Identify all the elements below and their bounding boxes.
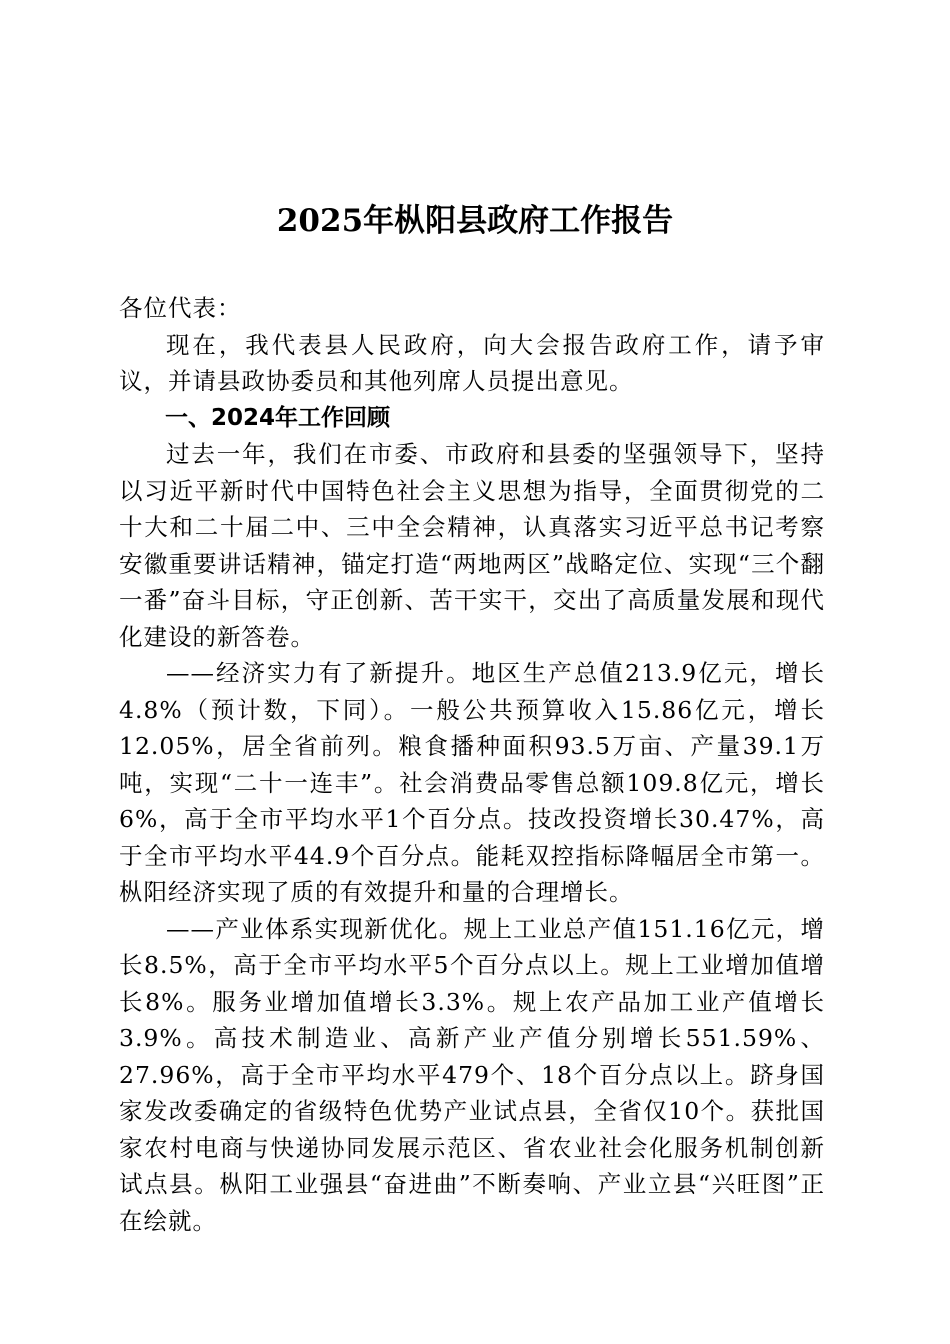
document-body <box>119 290 825 1239</box>
review-paragraph: 过去一年，我们在市委、市政府和县委的坚强领导下，坚持以习近平新时代中国特色社会主义思想为指导，全面贯彻党的二十大和二十届二中、三中全会精神，认真落实习近平总书记考察安徽重要讲话精神，锚定打造“两地两区”战略定位、实现“三个翻一番”奋斗目标，守正创新、苦干实干，交出了高质量发展和现代化建设的新答卷。 <box>119 440 825 651</box>
document-title: 2025年枞阳县政府工作报告 <box>276 203 674 239</box>
industry-paragraph: ——产业体系实现新优化。规上工业总产值151.16亿元，增长8.5%，高于全市平均水平5个百分点以上。规上工业增加值增长8%。服务业增加值增长3.3%。规上农产品加工业产值增长3.9%。高技术制造业、高新产业产值分别增长551.59%、27.96%，高于全市平均水平479个、18个百分点以上。跻身国家发改委确定的省级特色优势产业试点县，全省仅10个。获批国家农村电商与快递协同发展示范区、省农业社会化服务机制创新试点县。枞阳工业强县“奋进曲”不断奏响、产业立县“兴旺图”正在绘就。 <box>119 914 825 1235</box>
intro-paragraph: 现在，我代表县人民政府，向大会报告政府工作，请予审议，并请县政协委员和其他列席人员提出意见。 <box>119 330 825 395</box>
section-heading: 一、2024年工作回顾 <box>165 404 391 431</box>
salutation: 各位代表： <box>119 294 242 322</box>
economy-paragraph: ——经济实力有了新提升。地区生产总值213.9亿元，增长4.8%（预计数，下同）。一般公共预算收入15.86亿元，增长12.05%，居全省前列。粮食播种面积93.5万亩、产量39.1万吨，实现“二十一连丰”。社会消费品零售总额109.8亿元，增长6%，高于全市平均水平1个百分点。技改投资增长30.47%，高于全市平均水平44.9个百分点。能耗双控指标降幅居全市第一。枞阳经济实现了质的有效提升和量的合理增长。 <box>119 659 825 906</box>
